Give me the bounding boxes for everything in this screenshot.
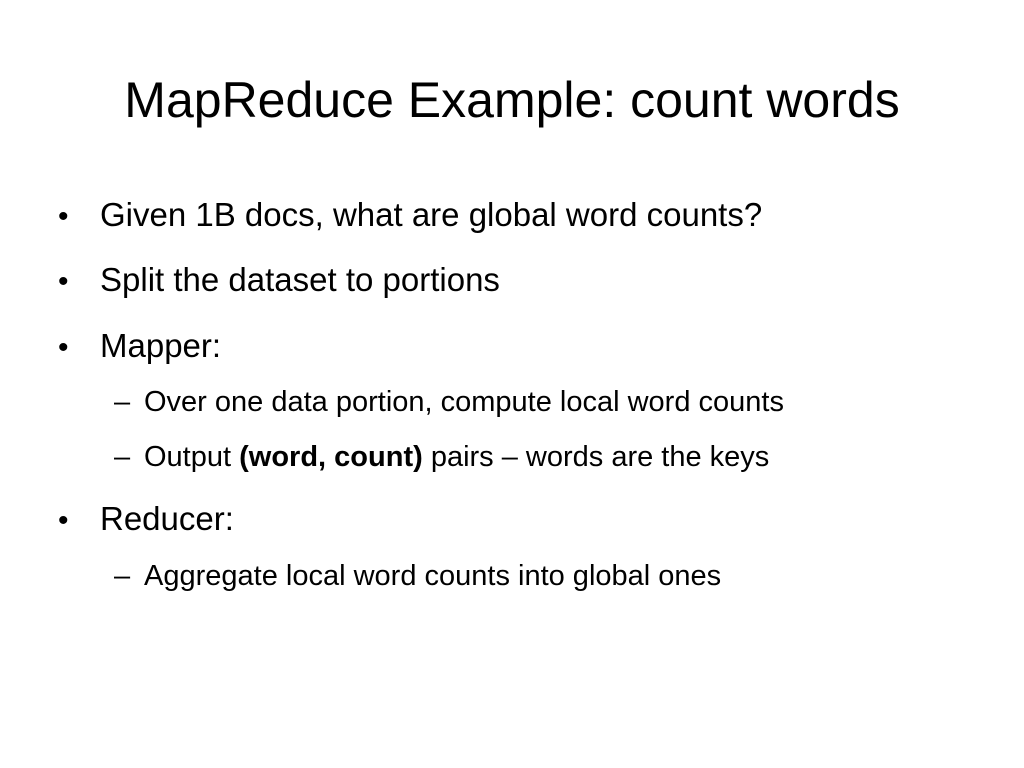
sub-bullet-item [114,384,784,420]
bullet-icon: • [58,504,69,537]
sub-bullet-bold: (word, count) [239,441,423,473]
bullet-item [58,499,234,541]
sub-bullet-prefix: Output [144,441,240,473]
slide-title: MapReduce Example: count words [124,72,900,128]
bullet-item [58,260,500,302]
bullet-icon: • [58,265,69,298]
bullet-icon: • [58,331,69,364]
sub-bullet-text: Aggregate local word counts into global ones [144,560,722,592]
bullet-item [58,326,221,368]
sub-bullet-item [114,558,721,594]
bullet-item [58,195,762,237]
dash-icon: – [114,386,131,418]
sub-bullet-text: Over one data portion, compute local word counts [144,386,784,418]
sub-bullet-item [114,439,769,475]
dash-icon: – [114,560,131,592]
bullet-text: Given 1B docs, what are global word counts? [100,196,763,233]
dash-icon: – [114,441,131,473]
bullet-text: Split the dataset to portions [100,261,500,298]
bullet-text: Mapper: [100,327,222,364]
sub-bullet-suffix: pairs – words are the keys [422,441,770,473]
bullet-text: Reducer: [100,500,234,537]
bullet-icon: • [58,200,69,233]
